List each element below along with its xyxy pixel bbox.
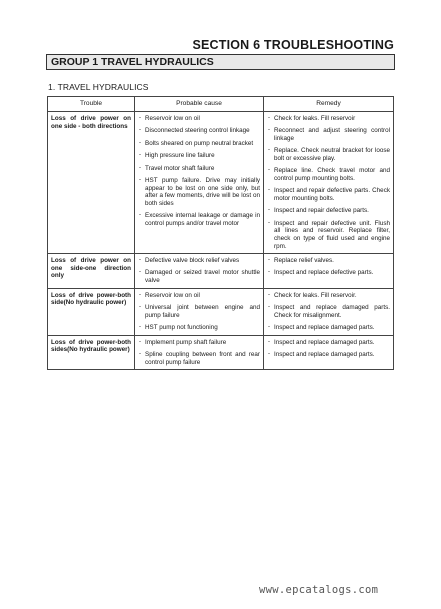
cause-item — [138, 269, 260, 284]
cause-text: Bolts sheared on pump neutral bracket — [145, 139, 254, 147]
remedy-text: Inspect and replace damaged parts. Check for misalignment. — [274, 304, 390, 319]
remedy-item — [267, 292, 390, 300]
bullet-icon: - — [139, 115, 141, 121]
trouble-cell: Loss of drive power-both side(No hydraulic power) — [48, 288, 135, 335]
table-header-row — [48, 97, 394, 112]
troubleshooting-table — [47, 96, 394, 370]
bullet-icon: - — [139, 269, 141, 276]
remedy-text: Inspect and replace damaged parts. — [274, 324, 375, 332]
remedy-item — [267, 127, 390, 142]
trouble-cell: Loss of drive power on one side - both directions — [48, 112, 135, 254]
cause-item — [138, 140, 260, 148]
cause-item — [138, 212, 260, 227]
cause-item — [138, 257, 260, 265]
bullet-icon: - — [139, 338, 141, 345]
bullet-icon: - — [268, 167, 270, 174]
bullet-icon: - — [268, 257, 270, 264]
remedy-item — [267, 351, 390, 359]
remedy-item — [267, 115, 390, 123]
remedy-item — [267, 257, 390, 265]
remedy-item — [267, 339, 390, 347]
bullet-icon: - — [139, 324, 141, 331]
cause-text: Disconnected steering control linkage — [145, 127, 250, 135]
remedy-cell — [264, 112, 394, 254]
cause-text: HST pump failure. Drive may initially appear to be lost on one side only, but after a few moments, drive will be lost on both sides — [145, 176, 260, 207]
group-title-bar — [46, 54, 395, 70]
table-row — [48, 254, 394, 289]
bullet-icon: - — [139, 176, 141, 183]
bullet-icon: - — [139, 257, 141, 264]
remedy-item — [267, 304, 390, 319]
cause-item — [138, 324, 260, 332]
cause-text: Defective valve block relief valves — [145, 257, 240, 265]
cause-text: HST pump not functioning — [145, 324, 218, 332]
remedy-item — [267, 167, 390, 182]
header-probable-cause: Probable cause — [135, 97, 264, 112]
bullet-icon: - — [139, 152, 141, 159]
cause-item — [138, 152, 260, 160]
bullet-icon: - — [139, 127, 141, 134]
bullet-icon: - — [268, 115, 270, 121]
bullet-icon: - — [268, 304, 270, 311]
bullet-icon: - — [268, 187, 270, 194]
cause-text: Implement pump shaft failure — [145, 338, 227, 346]
cause-text: Spline coupling between front and rear control pump failure — [145, 351, 260, 366]
remedy-text: Check for leaks. Fill reservoir — [274, 115, 356, 122]
bullet-icon: - — [139, 164, 141, 171]
cause-item — [138, 292, 260, 300]
bullet-icon: - — [268, 269, 270, 276]
footer-url: www.epcatalogs.com — [259, 584, 379, 596]
cause-item — [138, 177, 260, 207]
remedy-cell — [264, 288, 394, 335]
remedy-text: Inspect and replace damaged parts. — [274, 351, 375, 359]
remedy-text: Replace. Check neutral bracket for loose bolt or excessive play. — [274, 147, 390, 162]
cause-item — [138, 115, 260, 123]
table-row — [48, 112, 394, 254]
bullet-icon: - — [268, 219, 270, 226]
table-row — [48, 335, 394, 370]
subsection-title: 1. TRAVEL HYDRAULICS — [48, 82, 149, 92]
cause-text: Universal joint between engine and pump failure — [145, 304, 260, 319]
group-title: GROUP 1 TRAVEL HYDRAULICS — [51, 56, 214, 68]
remedy-text: Inspect and replace damaged parts. — [274, 338, 375, 346]
remedy-item — [267, 269, 390, 277]
table-row — [48, 288, 394, 335]
cause-item — [138, 339, 260, 347]
bullet-icon: - — [268, 207, 270, 214]
bullet-icon: - — [139, 139, 141, 146]
cause-cell — [135, 254, 264, 289]
remedy-text: Check for leaks. Fill reservoir. — [274, 291, 357, 299]
bullet-icon: - — [268, 338, 270, 345]
remedy-item — [267, 324, 390, 332]
remedy-text: Replace relief valves. — [274, 257, 334, 265]
cause-item — [138, 165, 260, 173]
trouble-cell: Loss of drive power-both sides(No hydraulic power) — [48, 335, 135, 370]
remedy-cell — [264, 335, 394, 370]
remedy-text: Inspect and repair defective unit. Flush all lines and reservoir. Replace filter, check on type of fluid used and engine rpm. — [274, 219, 390, 250]
cause-item — [138, 351, 260, 366]
header-trouble: Trouble — [48, 97, 135, 112]
remedy-item — [267, 187, 390, 202]
cause-text: Reservoir low on oil — [145, 291, 200, 299]
bullet-icon: - — [268, 147, 270, 154]
bullet-icon: - — [139, 304, 141, 311]
cause-text: Excessive internal leakage or damage in control pumps and/or travel motor — [145, 212, 260, 227]
cause-cell — [135, 288, 264, 335]
remedy-text: Inspect and replace defective parts. — [274, 269, 374, 277]
cause-cell — [135, 112, 264, 254]
header-remedy: Remedy — [264, 97, 394, 112]
cause-cell — [135, 335, 264, 370]
cause-text: Damaged or seized travel motor shuttle valve — [145, 269, 260, 285]
bullet-icon: - — [268, 324, 270, 331]
bullet-icon: - — [268, 291, 270, 298]
cause-text: High pressure line failure — [145, 152, 215, 160]
cause-item — [138, 304, 260, 319]
cause-item — [138, 127, 260, 135]
bullet-icon: - — [268, 127, 270, 134]
remedy-cell — [264, 254, 394, 289]
remedy-text: Inspect and repair defective parts. Check motor mounting bolts. — [274, 187, 390, 202]
cause-text: Travel motor shaft failure — [145, 164, 215, 172]
remedy-text: Inspect and repair defective parts. — [274, 207, 369, 215]
remedy-item — [267, 207, 390, 215]
remedy-text: Replace line. Check travel motor and control pump mounting bolts. — [274, 167, 390, 182]
cause-text: Reservoir low on oil — [145, 115, 200, 122]
bullet-icon: - — [139, 291, 141, 298]
bullet-icon: - — [139, 351, 141, 358]
remedy-text: Reconnect and adjust steering control linkage — [274, 127, 390, 142]
remedy-item — [267, 220, 390, 250]
section-title: SECTION 6 TROUBLESHOOTING — [192, 38, 394, 52]
trouble-cell: Loss of drive power on one side-one direction only — [48, 254, 135, 289]
remedy-item — [267, 147, 390, 162]
bullet-icon: - — [139, 212, 141, 219]
bullet-icon: - — [268, 351, 270, 358]
